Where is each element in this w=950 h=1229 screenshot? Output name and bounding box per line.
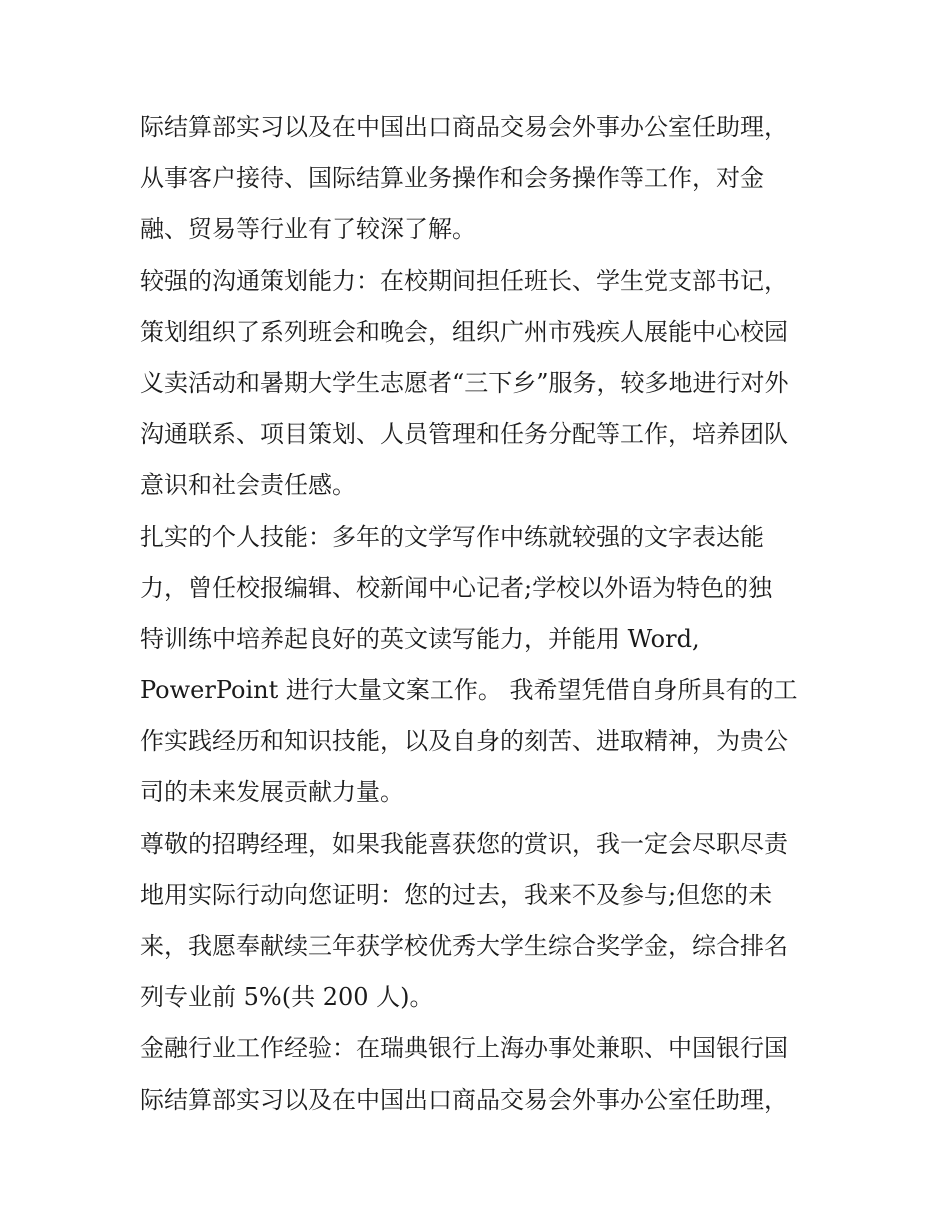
text-line: 特训练中培养起良好的英文读写能力，并能用 Word, <box>140 624 700 653</box>
text-line: 意识和社会责任感。 <box>140 471 356 500</box>
text-line: 从事客户接待、国际结算业务操作和会务操作等工作，对金 <box>140 164 764 193</box>
text-line: 策划组织了系列班会和晚会，组织广州市残疾人展能中心校园 <box>140 317 788 346</box>
text-line: 力，曾任校报编辑、校新闻中心记者;学校以外语为特色的独 <box>140 573 773 602</box>
text-line: 尊敬的招聘经理，如果我能喜获您的赏识，我一定会尽职尽责 <box>140 829 788 858</box>
text-line: 扎实的个人技能：多年的文学写作中练就较强的文字表达能 <box>140 522 764 551</box>
text-line: 义卖活动和暑期大学生志愿者“三下乡”服务，较多地进行对外 <box>140 368 789 397</box>
text-line: 际结算部实习以及在中国出口商品交易会外事办公室任助理， <box>140 113 788 141</box>
text-line: PowerPoint 进行大量文案工作。 我希望凭借自身所具有的工 <box>140 676 798 705</box>
text-line: 沟通联系、项目策划、人员管理和任务分配等工作，培养团队 <box>140 420 788 449</box>
document-body <box>140 102 812 1126</box>
text-line: 司的未来发展贡献力量。 <box>140 778 404 807</box>
text-line: 作实践经历和知识技能，以及自身的刻苦、进取精神，为贵公 <box>140 727 788 756</box>
text-line: 融、贸易等行业有了较深了解。 <box>140 215 476 244</box>
text-line: 金融行业工作经验：在瑞典银行上海办事处兼职、中国银行国 <box>140 1034 788 1063</box>
text-line: 来，我愿奉献续三年获学校优秀大学生综合奖学金，综合排名 <box>140 932 788 960</box>
text-line: 列专业前 5%(共 200 人)。 <box>140 983 434 1012</box>
text-line: 地用实际行动向您证明：您的过去，我来不及参与;但您的未 <box>140 880 773 909</box>
text-line: 较强的沟通策划能力：在校期间担任班长、学生党支部书记， <box>140 266 788 295</box>
text-line: 际结算部实习以及在中国出口商品交易会外事办公室任助理， <box>140 1085 788 1114</box>
